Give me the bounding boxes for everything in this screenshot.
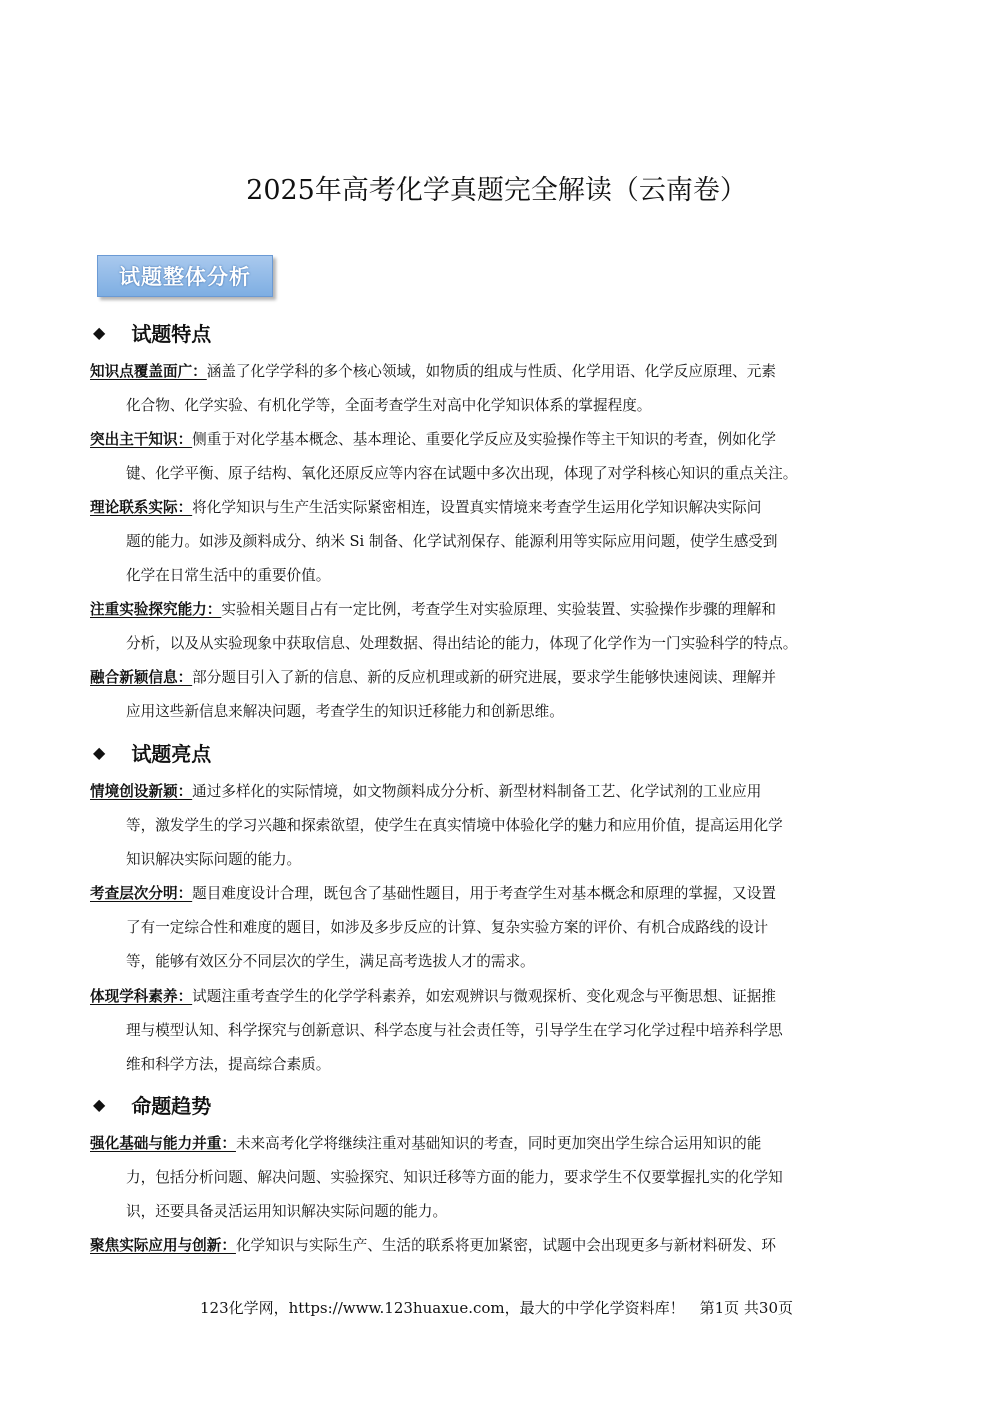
- paragraph-text: 等，能够有效区分不同层次的学生，满足高考选拔人才的需求。: [126, 953, 535, 970]
- paragraph-text: 维和科学方法，提高综合素质。: [126, 1056, 331, 1073]
- paragraph-text: 实验相关题目占有一定比例，考查学生对实验原理、实验装置、实验操作步骤的理解和: [221, 601, 776, 618]
- section-label-box: [97, 255, 273, 297]
- page-footer: 123化学网，https://www.123huaxue.com，最大的中学化学资料库！ 第1页 共30页: [199, 1299, 794, 1317]
- paragraph-text: 化合物、化学实验、有机化学等，全面考查学生对高中化学知识体系的掌握程度。: [126, 397, 652, 414]
- paragraph: [90, 980, 902, 1082]
- paragraph: [90, 1127, 902, 1229]
- paragraph-text: 将化学知识与生产生活实际紧密相连，设置真实情境来考查学生运用化学知识解决实际问: [192, 499, 762, 516]
- paragraph: [90, 491, 902, 593]
- paragraph: [90, 423, 902, 491]
- paragraph-text: 试题注重考查学生的化学学科素养，如宏观辨识与微观探析、变化观念与平衡思想、证据推: [192, 988, 776, 1005]
- heading-text: 命题趋势: [131, 1094, 212, 1118]
- paragraph-text: 部分题目引入了新的信息、新的反应机理或新的研究进展，要求学生能够快速阅读、理解并: [192, 669, 776, 686]
- paragraph-lead: 体现学科素养：: [90, 988, 193, 1005]
- paragraph-lead: 融合新颖信息：: [90, 669, 193, 686]
- paragraph-text: 化学知识与实际生产、生活的联系将更加紧密，试题中会出现更多与新材料研发、环: [235, 1237, 776, 1254]
- paragraph-lead: 情境创设新颖：: [90, 783, 193, 800]
- paragraph-lead: 突出主干知识：: [90, 431, 193, 448]
- diamond-bullet-icon: ◆: [93, 323, 106, 342]
- paragraph: [90, 775, 902, 877]
- paragraph: [90, 1229, 902, 1263]
- paragraph-text: 知识解决实际问题的能力。: [126, 851, 302, 868]
- heading-features: [93, 318, 211, 347]
- paragraph-text: 等，激发学生的学习兴趣和探索欲望，使学生在真实情境中体验化学的魅力和应用价值，提高运用化学: [126, 817, 783, 834]
- paragraph: [90, 877, 902, 979]
- section-label: 试题整体分析: [119, 265, 251, 289]
- paragraph-text: 识，还要具备灵活运用知识解决实际问题的能力。: [126, 1203, 448, 1220]
- paragraph-text: 侧重于对化学基本概念、基本理论、重要化学反应及实验操作等主干知识的考查，例如化学: [192, 431, 776, 448]
- heading-text: 试题特点: [131, 322, 212, 346]
- paragraph-lead: 知识点覆盖面广：: [90, 363, 207, 380]
- diamond-bullet-icon: ◆: [93, 1095, 106, 1114]
- paragraph-lead: 注重实验探究能力：: [90, 601, 222, 618]
- paragraph-text: 通过多样化的实际情境，如文物颜料成分分析、新型材料制备工艺、化学试剂的工业应用: [192, 783, 762, 800]
- paragraph-text: 应用这些新信息来解决问题，考查学生的知识迁移能力和创新思维。: [126, 703, 564, 720]
- paragraph-text: 键、化学平衡、原子结构、氧化还原反应等内容在试题中多次出现，体现了对学科核心知识的重点关注。: [126, 465, 798, 482]
- heading-trends: [93, 1090, 211, 1119]
- heading-text: 试题亮点: [131, 742, 212, 766]
- paragraph-text: 化学在日常生活中的重要价值。: [126, 567, 331, 584]
- paragraph-text: 题目难度设计合理，既包含了基础性题目，用于考查学生对基本概念和原理的掌握，又设置: [192, 885, 776, 902]
- paragraph-text: 未来高考化学将继续注重对基础知识的考查，同时更加突出学生综合运用知识的能: [235, 1135, 762, 1152]
- paragraph-text: 了有一定综合性和难度的题目，如涉及多步反应的计算、复杂实验方案的评价、有机合成路线的设计: [126, 919, 769, 936]
- paragraph-text: 分析，以及从实验现象中获取信息、处理数据、得出结论的能力，体现了化学作为一门实验科学的特点。: [126, 635, 798, 652]
- paragraph-lead: 理论联系实际：: [90, 499, 193, 516]
- page-title: 2025年高考化学真题完全解读（云南卷）: [246, 175, 747, 206]
- paragraph-text: 题的能力。如涉及颜料成分、纳米 Si 制备、化学试剂保存、能源利用等实际应用问题，使学生感受到: [126, 533, 778, 550]
- paragraph-text: 涵盖了化学学科的多个核心领域，如物质的组成与性质、化学用语、化学反应原理、元素: [206, 363, 776, 380]
- paragraph-lead: 考查层次分明：: [90, 885, 193, 902]
- paragraph: [90, 355, 902, 423]
- diamond-bullet-icon: ◆: [93, 743, 106, 762]
- paragraph-lead: 强化基础与能力并重：: [90, 1135, 236, 1152]
- paragraph-text: 力，包括分析问题、解决问题、实验探究、知识迁移等方面的能力，要求学生不仅要掌握扎实的化学知: [126, 1169, 783, 1186]
- paragraph-text: 理与模型认知、科学探究与创新意识、科学态度与社会责任等，引导学生在学习化学过程中培养科学思: [126, 1022, 783, 1039]
- heading-highlights: [93, 738, 211, 767]
- paragraph: [90, 661, 902, 729]
- paragraph-lead: 聚焦实际应用与创新：: [90, 1237, 236, 1254]
- paragraph: [90, 593, 902, 661]
